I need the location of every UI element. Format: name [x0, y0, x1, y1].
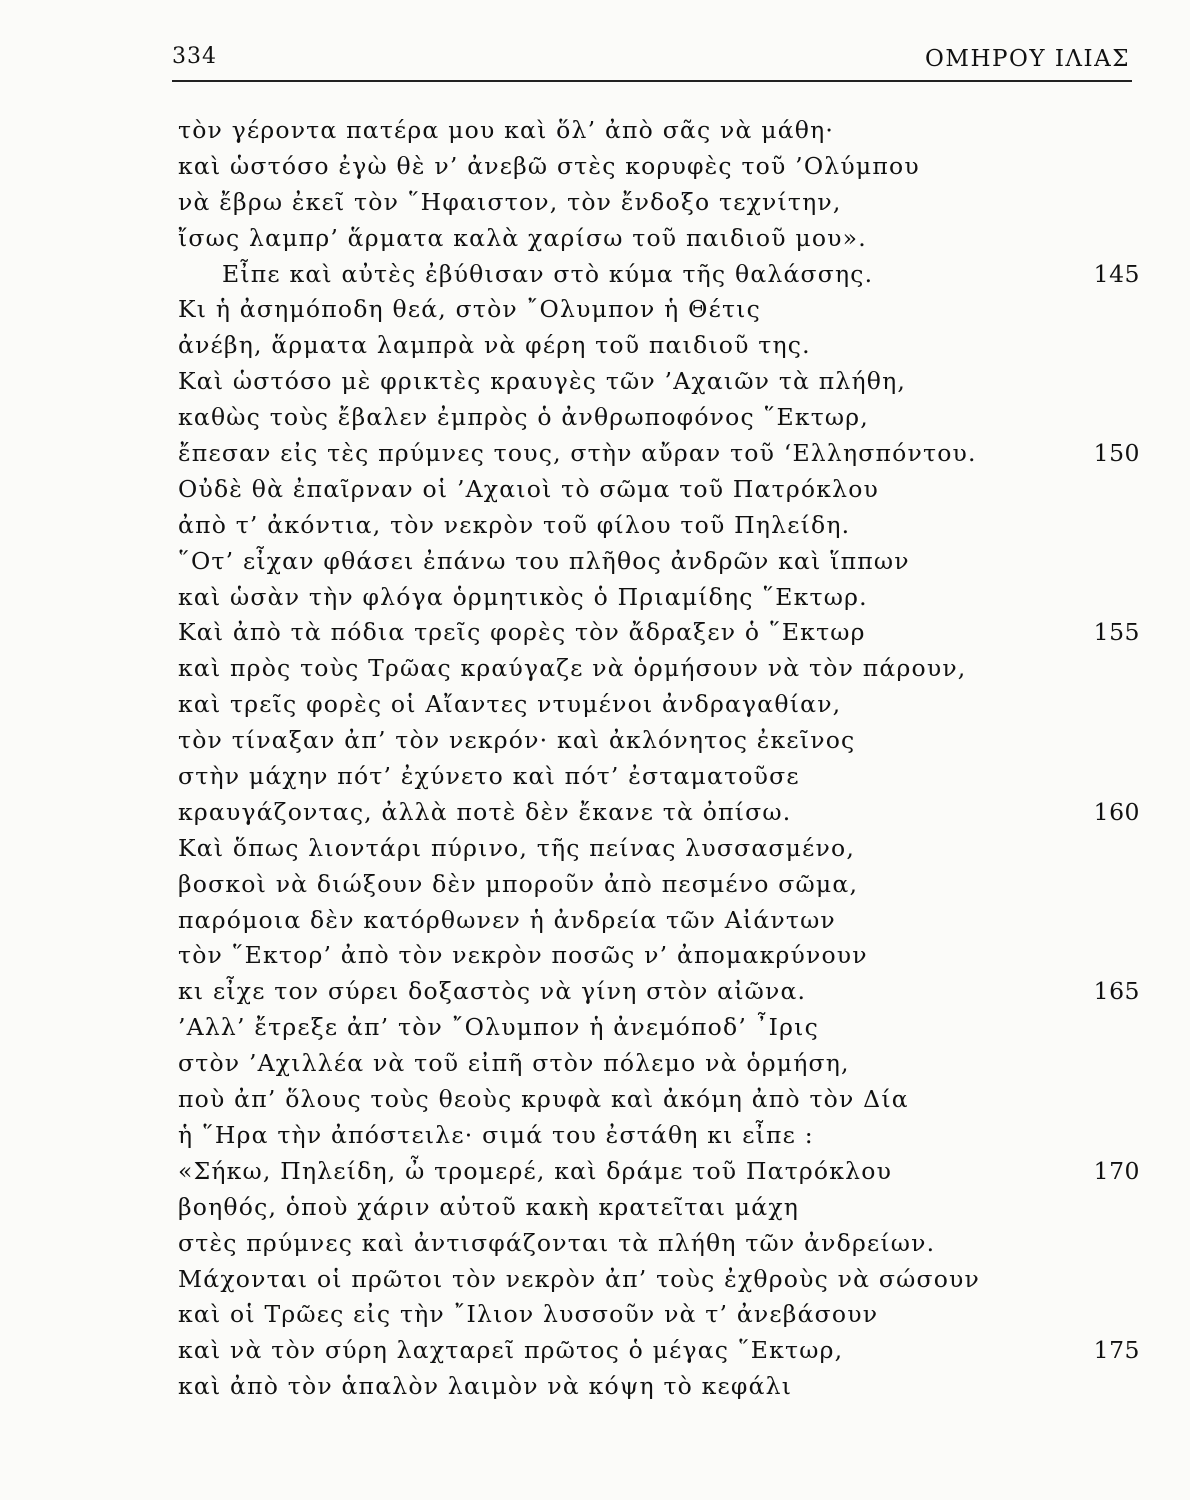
verse-text: Κι ἡ ἀσημόποδη θεά, στὸν ῎Ολυμπον ἡ Θέτις	[178, 295, 761, 324]
verse-text: στὴν μάχην πότ’ ἐχύνετο καὶ πότ’ ἐσταματοῦσε	[178, 762, 800, 791]
line-number: 155	[1093, 618, 1140, 647]
verse-text: ἴσως λαμπρ’ ἅρματα καλὰ χαρίσω τοῦ παιδιοῦ μου».	[178, 223, 867, 252]
verse-text: καὶ πρὸς τοὺς Τρῶας κραύγαζε νὰ ὁρμήσουν νὰ τὸν πάρουν,	[178, 654, 967, 683]
verse-line	[178, 184, 1140, 220]
verse-text: Μάχονται οἱ πρῶτοι τὸν νεκρὸν ἀπ’ τοὺς ἐχθροὺς νὰ σώσουν	[178, 1264, 981, 1293]
verse-line	[178, 579, 1140, 615]
verse-line	[178, 1332, 1140, 1368]
verse-text: Εἶπε καὶ αὐτὲς ἐβύθισαν στὸ κύμα τῆς θαλάσσης.	[222, 259, 874, 288]
verse-text: ποὺ ἀπ’ ὅλους τοὺς θεοὺς κρυφὰ καὶ ἀκόμη ἀπὸ τὸν Δία	[178, 1085, 909, 1114]
verse-line	[178, 973, 1140, 1009]
verse-text: καὶ ὡστόσο ἐγὼ θὲ ν’ ἀνεβῶ στὲς κορυφὲς τοῦ ’Ολύμπου	[178, 151, 920, 180]
verse-line	[178, 1296, 1140, 1332]
verse-line	[178, 399, 1140, 435]
verse-line	[178, 543, 1140, 579]
verse-line	[178, 1368, 1140, 1404]
verse-text: κι εἶχε τον σύρει δοξαστὸς νὰ γίνη στὸν αἰῶνα.	[178, 977, 807, 1006]
line-number: 150	[1093, 439, 1140, 468]
verse-line	[178, 507, 1140, 543]
verse-line	[178, 256, 1140, 292]
line-number: 160	[1093, 797, 1140, 826]
page-number: 334	[172, 44, 217, 69]
verse-text: Καὶ ἀπὸ τὰ πόδια τρεῖς φορὲς τὸν ἄδραξεν ὁ ῞Εκτωρ	[178, 618, 866, 647]
verse-line	[178, 363, 1140, 399]
verse-line	[178, 1261, 1140, 1297]
line-number: 175	[1093, 1336, 1140, 1365]
verse-line	[178, 614, 1140, 650]
verse-text: Καὶ ὅπως λιοντάρι πύρινο, τῆς πείνας λυσσασμένο,	[178, 833, 855, 862]
verse-line	[178, 650, 1140, 686]
verse-text: βοσκοὶ νὰ διώξουν δὲν μποροῦν ἀπὸ πεσμένο σῶμα,	[178, 869, 859, 898]
verse-line	[178, 1081, 1140, 1117]
verse-text: Οὐδὲ θὰ ἐπαῖρναν οἱ ’Αχαιοὶ τὸ σῶμα τοῦ Πατρόκλου	[178, 474, 880, 503]
verse-line	[178, 686, 1140, 722]
verse-line	[178, 794, 1140, 830]
verse-text: καὶ οἱ Τρῶες εἰς τὴν ῎Ιλιον λυσσοῦν νὰ τ’ ἀνεβάσουν	[178, 1300, 879, 1329]
verse-line	[178, 1189, 1140, 1225]
verse-text: ῞Οτ’ εἶχαν φθάσει ἐπάνω του πλῆθος ἀνδρῶν καὶ ἵππων	[178, 546, 910, 575]
verse-text: ἔπεσαν εἰς τὲς πρύμνες τους, στὴν αὔραν τοῦ ‘Ελλησπόντου.	[178, 439, 977, 468]
verse-text: κραυγάζοντας, ἀλλὰ ποτὲ δὲν ἔκανε τὰ ὀπίσω.	[178, 797, 792, 826]
verse-text: καὶ ἀπὸ τὸν ἁπαλὸν λαιμὸν νὰ κόψη τὸ κεφάλι	[178, 1372, 793, 1401]
verse-text: Καὶ ὡστόσο μὲ φρικτὲς κραυγὲς τῶν ’Αχαιῶν τὰ πλήθη,	[178, 367, 907, 396]
verse-text: στὸν ’Αχιλλέα νὰ τοῦ εἰπῆ στὸν πόλεμο νὰ ὁρμήση,	[178, 1049, 850, 1078]
verse-text: τὸν ῞Εκτορ’ ἀπὸ τὸν νεκρὸν ποσῶς ν’ ἀπομακρύνουν	[178, 941, 868, 970]
verse-text: ’Αλλ’ ἔτρεξε ἀπ’ τὸν ῎Ολυμπον ἡ ἀνεμόποδ’ ῏Ιρις	[178, 1013, 819, 1042]
verse-text: ἀνέβη, ἅρματα λαμπρὰ νὰ φέρη τοῦ παιδιοῦ της.	[178, 331, 811, 360]
verse-text: ἀπὸ τ’ ἀκόντια, τὸν νεκρὸν τοῦ φίλου τοῦ Πηλείδη.	[178, 510, 851, 539]
header-rule	[172, 80, 1132, 82]
verse-line	[178, 722, 1140, 758]
verse-text: καθὼς τοὺς ἔβαλεν ἐμπρὸς ὁ ἀνθρωποφόνος ῞Εκτωρ,	[178, 403, 869, 432]
line-number: 170	[1093, 1156, 1140, 1185]
verse-line	[178, 1225, 1140, 1261]
verse-text: νὰ ἔβρω ἐκεῖ τὸν ῞Ηφαιστον, τὸν ἔνδοξο τεχνίτην,	[178, 187, 842, 216]
verse-line	[178, 902, 1140, 938]
verse-line	[178, 1153, 1140, 1189]
verse-line	[178, 471, 1140, 507]
verse-line	[178, 148, 1140, 184]
verse-line	[178, 112, 1140, 148]
verse-line	[178, 327, 1140, 363]
verse-line	[178, 220, 1140, 256]
verse-text: καὶ νὰ τὸν σύρη λαχταρεῖ πρῶτος ὁ μέγας ῞Εκτωρ,	[178, 1336, 844, 1365]
verse-text: καὶ ὡσὰν τὴν φλόγα ὁρμητικὸς ὁ Πριαμίδης ῞Εκτωρ.	[178, 582, 868, 611]
verse-text: «Σήκω, Πηλείδη, ὦ τρομερέ, καὶ δράμε τοῦ Πατρόκλου	[178, 1156, 893, 1185]
verse-text: ἡ ῞Ηρα τὴν ἀπόστειλε· σιμά του ἐστάθη κι εἶπε :	[178, 1120, 814, 1149]
line-number: 145	[1093, 259, 1140, 288]
verse-list	[178, 112, 1140, 1404]
verse-line	[178, 1117, 1140, 1153]
verse-line	[178, 937, 1140, 973]
verse-text: παρόμοια δὲν κατόρθωνεν ἡ ἀνδρεία τῶν Αἰάντων	[178, 905, 836, 934]
verse-line	[178, 435, 1140, 471]
verse-text: τὸν γέροντα πατέρα μου καὶ ὅλ’ ἀπὸ σᾶς νὰ μάθη·	[178, 116, 835, 144]
verse-text: στὲς πρύμνες καὶ ἀντισφάζονται τὰ πλήθη τῶν ἀνδρείων.	[178, 1228, 936, 1257]
verse-line	[178, 758, 1140, 794]
verse-line	[178, 830, 1140, 866]
verse-text: καὶ τρεῖς φορὲς οἱ Αἴαντες ντυμένοι ἀνδραγαθίαν,	[178, 690, 842, 719]
verse-line	[178, 1045, 1140, 1081]
verse-text: βοηθός, ὁποὺ χάριν αὐτοῦ κακὴ κρατεῖται μάχη	[178, 1192, 800, 1221]
verse-text: τὸν τίναξαν ἀπ’ τὸν νεκρόν· καὶ ἀκλόνητος ἐκεῖνος	[178, 726, 856, 755]
running-title: ΟΜΗΡΟΥ ΙΛΙΑΣ	[925, 46, 1130, 72]
verse-line	[178, 1009, 1140, 1045]
verse-line	[178, 291, 1140, 327]
verse-line	[178, 866, 1140, 902]
line-number: 165	[1093, 977, 1140, 1006]
